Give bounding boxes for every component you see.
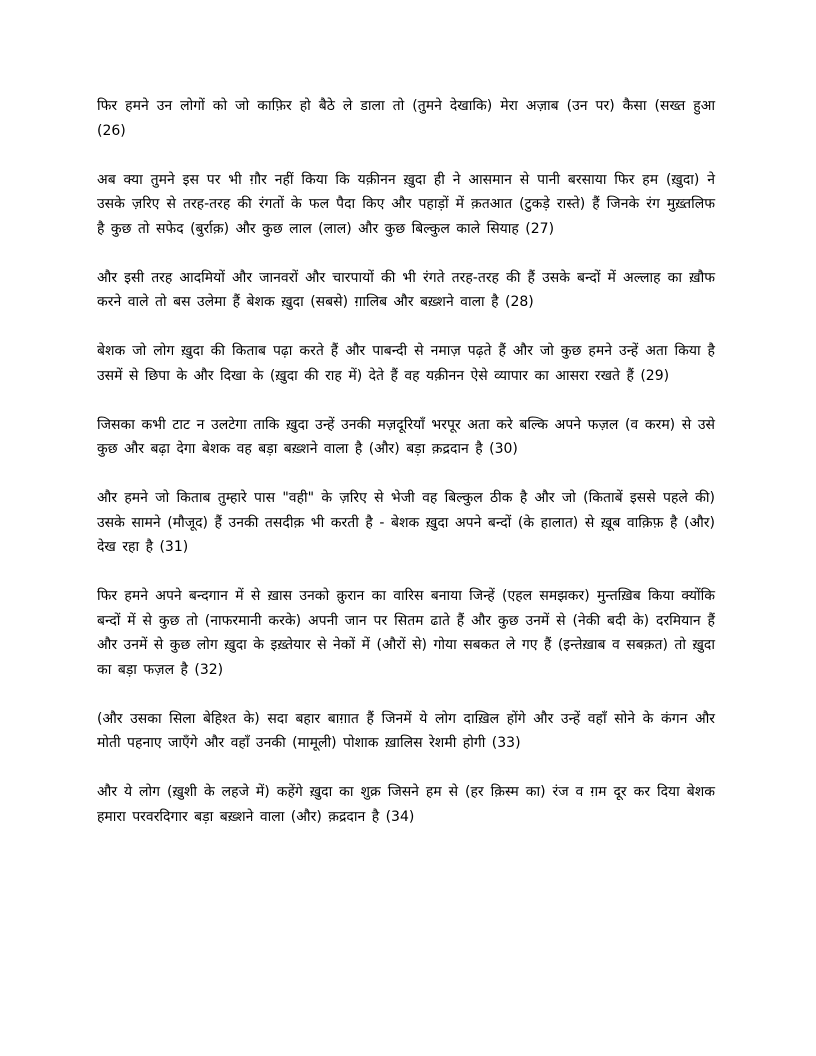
verse-30: जिसका कभी टाट न उलटेगा ताकि ख़ुदा उन्हें उनकी मज़दूरियाँ भरपूर अता करे बल्कि अपने फज़ल (व करम) से उसे कुछ और बढ़ा देगा बेशक वह बड़ा बख़्शने वाला है (और) बड़ा क़द्रदान है (30) (97, 416, 715, 457)
verse-34: और ये लोग (ख़ुशी के लहजे में) कहेंगे ख़ुदा का शुक्र जिसने हम से (हर क़िस्म का) रंज व ग़म दूर कर दिया बेशक हमारा परवरदिगार बड़ा बख़्शने वाला (और) क़द्रदान है (34) (97, 784, 715, 825)
verse-29: बेशक जो लोग ख़ुदा की किताब पढ़ा करते हैं और पाबन्दी से नमाज़ पढ़ते हैं और जो कुछ हमने उन्हें अता किया है उसमें से छिपा के और दिखा के (ख़ुदा की राह में) देते हैं वह यक़ीनन ऐसे व्यापार का आसरा रखते हैं (29) (97, 343, 715, 384)
verse-32: फिर हमने अपने बन्दगान में से ख़ास उनको क़ुरान का वारिस बनाया जिन्हें (एहल समझकर) मुन्तख़िब किया क्योंकि बन्दों में से कुछ तो (नाफरमानी करके) अपनी जान पर सितम ढाते हैं और कुछ उनमें से (नेकी बदी के) दरमियान हैं और उनमें से कुछ लोग ख़ुदा के इख़्तेयार से नेकों में (औरों से) गोया सबकत ले गए हैं (इन्तेख़ाब व सबक़त) तो ख़ुदा का बड़ा फज़ल है (32) (97, 588, 715, 678)
verse-31: और हमने जो किताब तुम्हारे पास "वही" के ज़रिए से भेजी वह बिल्कुल ठीक है और जो (किताबें इससे पहले की) उसके सामने (मौजूद) हैं उनकी तसदीक़ भी करती है - बेशक ख़ुदा अपने बन्दों (के हालात) से ख़ूब वाक़िफ़ है (और) देख रहा है (31) (97, 490, 715, 555)
verse-27: अब क्या तुमने इस पर भी ग़ौर नहीं किया कि यक़ीनन ख़ुदा ही ने आसमान से पानी बरसाया फिर हम (ख़ुदा) ने उसके ज़रिए से तरह-तरह की रंगतों के फल पैदा किए और पहाड़ों में क़तआत (टुकड़े रास्ते) हैं जिनके रंग मुख़्तलिफ है कुछ तो सफेद (बुर्राक़) और कुछ लाल (लाल) और कुछ बिल्कुल काले सियाह (27) (97, 171, 715, 237)
verse-26: फिर हमने उन लोगों को जो काफ़िर हो बैठे ले डाला तो (तुमने देखाकि) मेरा अज़ाब (उन पर) कैसा (सख्त हुआ (26) (97, 98, 715, 139)
document-page (97, 94, 715, 854)
verse-33: (और उसका सिला बेहिश्त के) सदा बहार बाग़ात हैं जिनमें ये लोग दाख़िल होंगे और उन्हें वहाँ सोने के कंगन और मोती पहनाए जाएँगे और वहाँ उनकी (मामूली) पोशाक ख़ालिस रेशमी होगी (33) (97, 710, 715, 751)
verse-28: और इसी तरह आदमियों और जानवरों और चारपायों की भी रंगते तरह-तरह की हैं उसके बन्दों में अल्लाह का ख़ौफ करने वाले तो बस उलेमा हैं बेशक ख़ुदा (सबसे) ग़ालिब और बख़्शने वाला है (28) (97, 269, 715, 310)
